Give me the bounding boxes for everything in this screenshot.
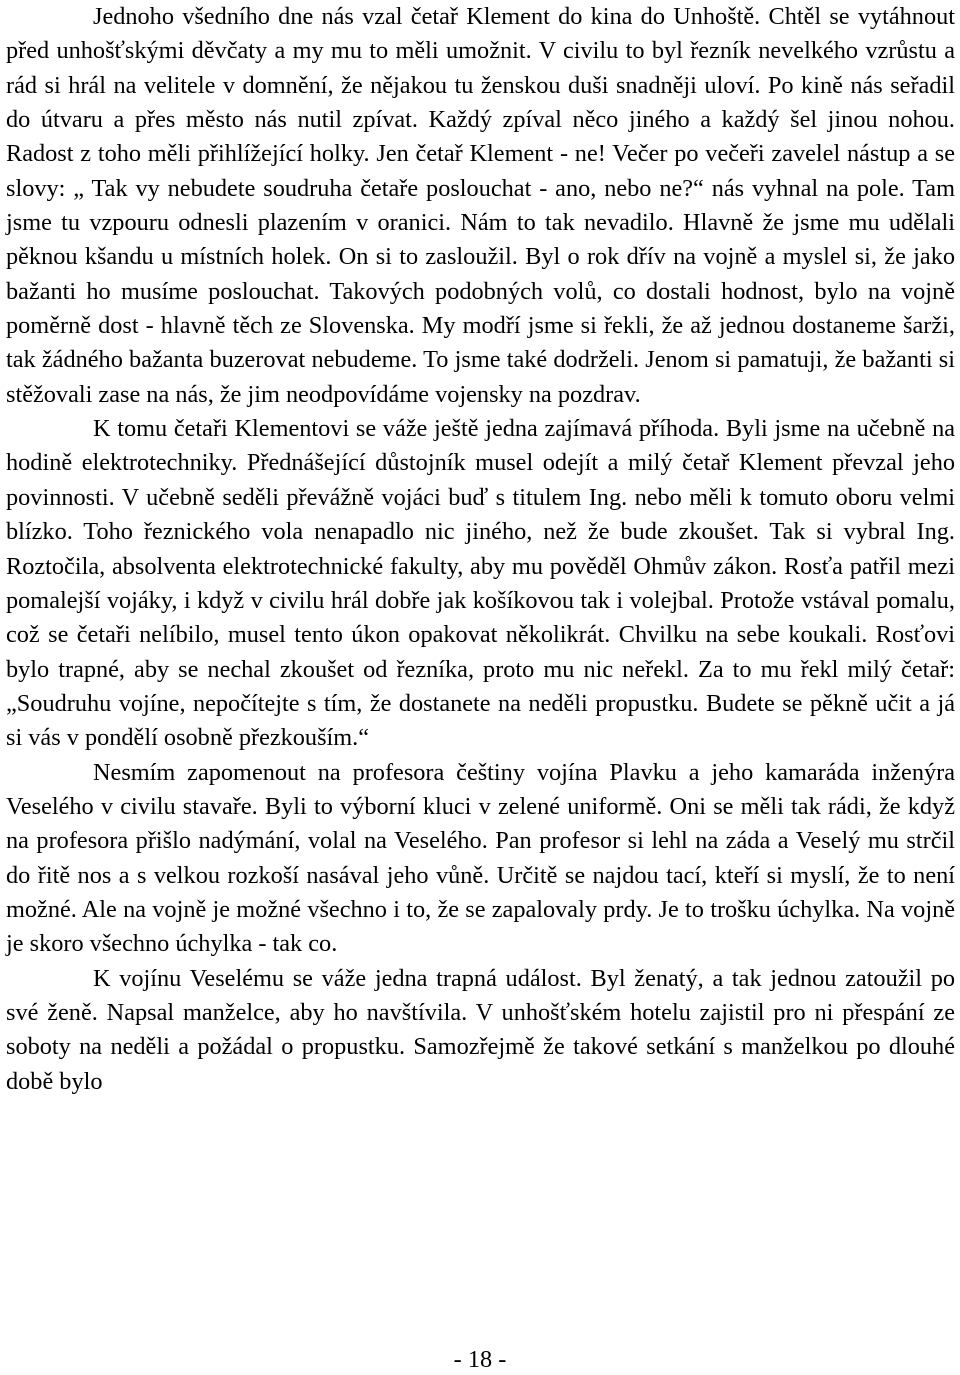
document-page <box>6 0 955 1099</box>
paragraph-4: K vojínu Veselému se váže jedna trapná událost. Byl ženatý, a tak jednou zatoužil po své ženě. Napsal manželce, aby ho navštívila. V unhošťském hotelu zajistil pro ni přespání ze soboty na neděli a požádal o propustku. Samozřejmě že takové setkání s manželkou po dlouhé době bylo <box>6 964 955 1095</box>
paragraph-2: K tomu četaři Klementovi se váže ještě jedna zajímavá příhoda. Byli jsme na učebně na hodině elektrotechniky. Přednášející důstojník musel odejít a milý četař Klement převzal jeho povinnosti. V učebně seděli převážně vojáci buď s titulem Ing. nebo měli k tomuto oboru velmi blízko. Toho řeznického vola nenapadlo nic jiného, než že bude zkoušet. Tak si vybral Ing. Roztočila, absolventa elektrotechnické fakulty, aby mu pověděl Ohmův zákon. Rosťa patřil mezi pomalejší vojáky, i když v civilu hrál dobře jak košíkovou tak i volejbal. Protože vstával pomalu, což se četaři nelíbilo, musel tento úkon opakovat několikrát. Chvilku na sebe koukali. Rosťovi bylo trapné, aby se nechal zkoušet od řezníka, proto mu nic neřekl. Za to mu řekl milý četař: „Soudruhu vojíne, nepočítejte s tím, že dostanete na neděli propustku. Budete se pěkně učit a já si vás v pondělí osobně přezkouším.“ <box>6 415 955 752</box>
paragraph-3: Nesmím zapomenout na profesora češtiny vojína Plavku a jeho kamaráda inženýra Veselého v civilu stavaře. Byli to výborní kluci v zelené uniformě. Oni se měli tak rádi, že když na profesora přišlo nadýmání, volal na Veselého. Pan profesor si lehl na záda a Veselý mu strčil do řitě nos a s velkou rozkoší nasával jeho vůně. Určitě se najdou tací, kteří si myslí, že to není možné. Ale na vojně je možné všechno i to, že se zapalovaly prdy. Je to trošku úchylka. Na vojně je skoro všechno úchylka - tak co. <box>6 758 955 958</box>
page-number: - 18 - <box>453 1346 507 1373</box>
paragraph-1: Jednoho všedního dne nás vzal četař Klement do kina do Unhoště. Chtěl se vytáhnout před unhošťskými děvčaty a my mu to měli umožnit. V civilu to byl řezník nevelkého vzrůstu a rád si hrál na velitele v domnění, že nějakou tu ženskou duši snadněji uloví. Po kině nás seřadil do útvaru a přes město nás nutil zpívat. Každý zpíval něco jiného a každý šel jinou nohou. Radost z toho měli přihlížející holky. Jen četař Klement - ne! Večer po večeři zavelel nástup a se slovy: „ Tak vy nebudete soudruha četaře poslouchat - ano, nebo ne?“ nás vyhnal na pole. Tam jsme tu vzpouru odnesli plazením v oranici. Nám to tak nevadilo. Hlavně že jsme mu udělali pěknou kšandu u místních holek. On si to zasloužil. Byl o rok dřív na vojně a myslel si, že jako bažanti ho musíme poslouchat. Takových podobných volů, co dostali hodnost, bylo na vojně poměrně dost - hlavně těch ze Slovenska. My modří jsme si řekli, že až jednou dostaneme šarži, tak žádného bažanta buzerovat nebudeme. To jsme také dodrželi. Jenom si pamatuji, že bažanti si stěžovali zase na nás, že jim neodpovídáme vojensky na pozdrav. <box>6 3 955 408</box>
